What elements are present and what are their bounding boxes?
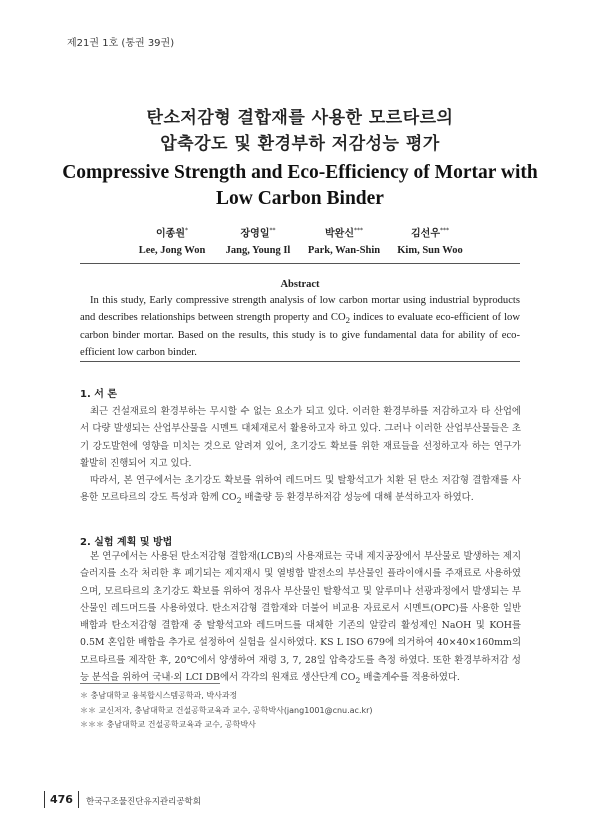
author-3-name-en: Park, Wan-Shin <box>307 245 381 257</box>
abstract-top-rule <box>80 263 520 264</box>
section-1-heading: 1. 서 론 <box>80 389 118 400</box>
abstract-text-2: indices to evaluate eco-efficient of low carbon binder mortar. Based on the results, this study is to give fundamental data for ability of eco-efficient low carbon binder. <box>80 311 521 358</box>
abstract-text-1: In this study, Early compressive strength analysis of low carbon mortar using industrial byproducts and describes relationships between strength property and CO <box>80 295 520 323</box>
author-1-name-en: Lee, Jong Won <box>138 245 206 257</box>
footnotes <box>80 689 373 733</box>
author-4-name-ko: 김선우 <box>411 228 440 240</box>
abstract-co2-subscript: 2 <box>345 314 351 325</box>
author-4-name-en: Kim, Sun Woo <box>397 245 463 257</box>
page-number-right-bar <box>78 791 79 808</box>
author-3-name-ko: 박완신 <box>325 228 354 240</box>
page-number-left-bar <box>44 791 45 808</box>
journal-name: 한국구조물진단유지관리공학회 <box>86 797 201 807</box>
section-2-co2-subscript: 2 <box>355 675 361 685</box>
author-2-name-en: Jang, Young Il <box>225 245 291 257</box>
section-2-text-1: 본 연구에서는 사용된 탄소저감형 결합재(LCB)의 사용재료는 국내 제지공장에서 부산물로 발생하는 제지슬러지를 소각 처리한 후 폐기되는 제지재시 및 열병합 발전소의 부산물인 플라이애시를 주재료로 사용하였으며, 모르타르의 초기강도 확보를 위하여 정유사 부산물인 탈황석고 및 알루미나 선광과정에서 발생되는 부산물인 레드머드를 사용하였다. 탄소저감형 결합재와 더불어 비교용 자료로서 시멘트(OPC)를 사용한 일반배합과 탄소저감형 결합재 중 탈황석고와 레드머드를 대체한 기존의 알칼리 활성제인 NaOH 및 KOH를 0.5M 혼입한 배합을 추가로 설정하여 실험을 실시하였다. KS L ISO 679에 의거하여 40×40×160mm의 모르타르를 제작한 후, 20℃에서 양생하여 재령 3, 7, 28일 압축강도를 측정 하였다. 또한 환경부하저감 성능 분석을 위하여 국내·외 LCI DB에서 각각의 원재료 생산단계 CO <box>80 551 521 684</box>
title-english-line-1: Compressive Strength and Eco-Efficiency of Mortar with <box>62 162 538 183</box>
section-1-paragraph-2 <box>80 472 521 509</box>
title-korean-line-2: 압축강도 및 환경부하 저감성능 평가 <box>160 134 440 154</box>
abstract-bottom-rule <box>80 361 520 362</box>
page-number: 476 <box>50 793 73 806</box>
section-2-text-2: 배출계수를 적용하였다. <box>360 672 460 684</box>
footnote-3: ＊＊＊ 충남대학교 건설공학교육과 교수, 공학박사 <box>80 720 256 729</box>
author-4 <box>370 222 490 259</box>
title-english-line-2: Low Carbon Binder <box>216 188 384 209</box>
author-2-name-ko: 장영일 <box>240 228 270 240</box>
section-2-body <box>80 548 521 689</box>
section-1-co2-subscript: 2 <box>236 496 242 506</box>
footnote-1: ＊ 충남대학교 융복합시스템공학과, 박사과정 <box>80 691 238 700</box>
footnote-2: ＊＊ 교신저자, 충남대학교 건설공학교육과 교수, 공학박사(jang1001@cnu.ac.kr) <box>80 705 373 715</box>
author-2-mark: ** <box>269 227 276 234</box>
author-1-name-ko: 이종원 <box>156 228 185 240</box>
author-4-mark: *** <box>439 227 449 234</box>
section-1-paragraph-2-text-1: 따라서, 본 연구에서는 초기강도 확보를 위하여 레드머드 및 탈황석고가 치환 된 탄소 저감형 결합재를 사용한 모르타르의 강도 특성과 함께 CO <box>80 475 521 504</box>
abstract-body <box>80 293 520 361</box>
journal-issue-header: 제21권 1호 (통권 39권) <box>67 38 175 49</box>
footnote-rule <box>80 683 220 684</box>
author-1-mark: * <box>184 227 188 234</box>
section-1-body <box>80 403 521 510</box>
author-3-mark: *** <box>353 227 363 234</box>
section-1-paragraph-1: 최근 건설재료의 환경부하는 무시할 수 없는 요소가 되고 있다. 이러한 환경부하를 저감하고자 타 산업에서 다량 발생되는 산업부산물을 시멘트 대체재로서 활용하고자 하고 있다. 그러나 이러한 산업부산물들은 초기 강도발현에 영향을 미치는 것으로 알려져 있어, 초기강도 확보를 위한 재료들을 선정하고자 하는 연구가 활발히 진행되어 지고 있다. <box>80 406 521 469</box>
title-korean-line-1: 탄소저감형 결합재를 사용한 모르타르의 <box>146 108 454 128</box>
section-1-paragraph-2-text-2: 배출량 등 환경부하저감 성능에 대해 분석하고자 하였다. <box>241 492 474 504</box>
abstract-heading: Abstract <box>280 279 320 290</box>
section-2-heading: 2. 실험 계획 및 방법 <box>80 537 173 548</box>
